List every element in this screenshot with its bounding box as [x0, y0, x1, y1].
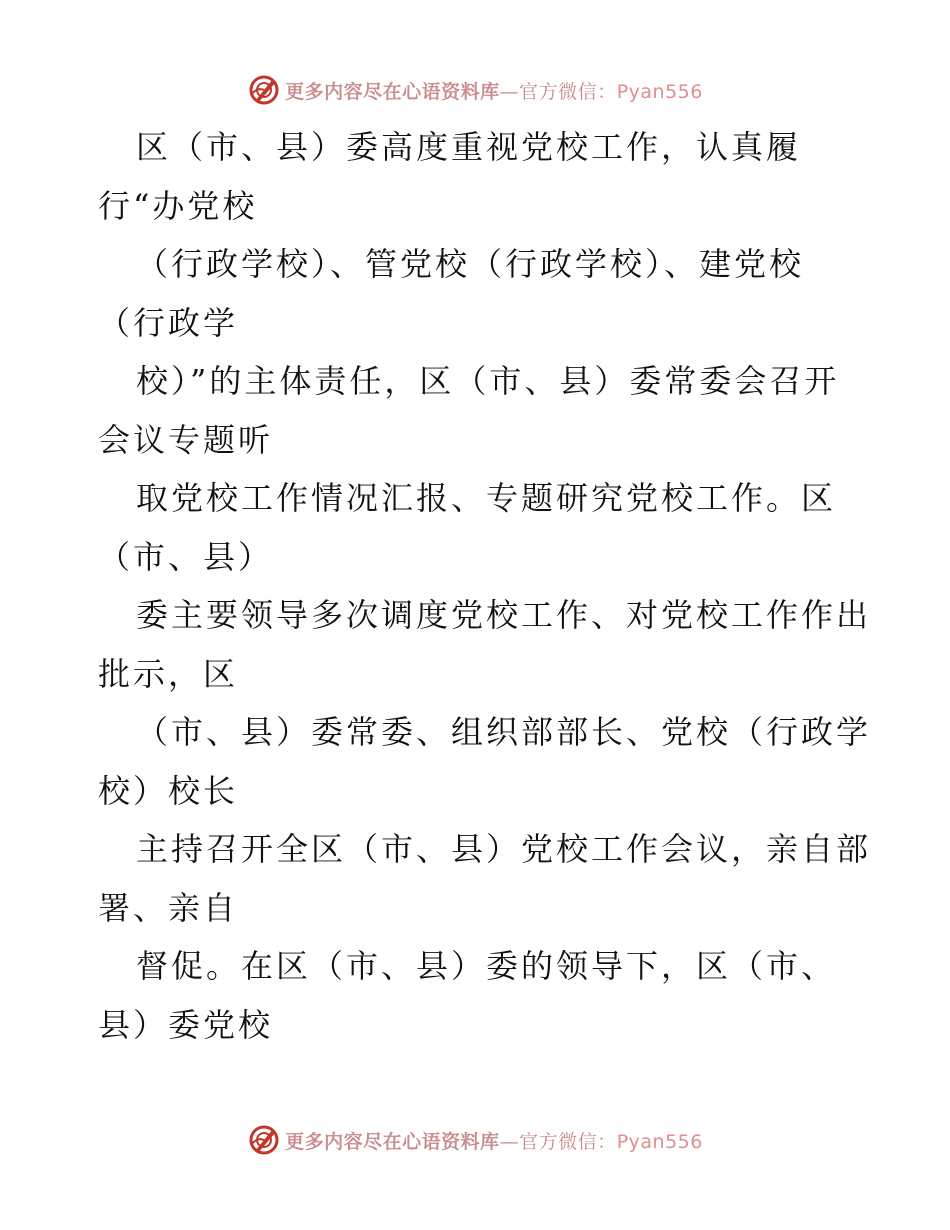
text-line: 取党校工作情况汇报、专题研究党校工作。区 — [136, 479, 837, 517]
banner-brand: 更多内容尽在心语资料库 — [285, 80, 500, 103]
banner-wechat-label: 官方微信： — [519, 1130, 617, 1153]
footer-banner — [0, 1120, 950, 1160]
banner-brand: 更多内容尽在心语资料库 — [285, 1130, 500, 1153]
text-line: 委主要领导多次调度党校工作、对党校工作作出 — [136, 596, 872, 634]
text-line: 县）委党校 — [98, 1005, 274, 1044]
banner-separator: — — [499, 80, 520, 103]
banner-wechat-id: Pyan556 — [616, 80, 703, 103]
quill-circle-logo-icon — [247, 1123, 281, 1157]
document-body — [98, 118, 872, 1054]
header-banner — [0, 70, 950, 110]
text-line: 校）”的主体责任，区（市、县）委常委会召开 — [136, 362, 840, 400]
text-line: 督促。在区（市、县）委的领导下，区（市、 — [136, 947, 837, 985]
text-line: 校）校长 — [98, 771, 239, 810]
banner-text — [285, 77, 703, 104]
text-line: 主持召开全区（市、县）党校工作会议，亲自部 — [136, 830, 872, 868]
text-line: 批示，区 — [98, 654, 239, 693]
text-line: 署、亲自 — [98, 888, 239, 927]
text-line: （行政学校）、管党校（行政学校）、建党校 — [136, 245, 805, 283]
banner-separator: — — [499, 1130, 520, 1153]
banner-text — [285, 1127, 703, 1154]
banner-wechat-id: Pyan556 — [616, 1130, 703, 1153]
text-line: 区（市、县）委高度重视党校工作，认真履 — [136, 128, 802, 166]
text-line: （市、县） — [98, 537, 274, 576]
text-line: 会议专题听 — [98, 420, 274, 459]
text-line: （市、县）委常委、组织部部长、党校（行政学 — [136, 713, 872, 751]
banner-wechat-label: 官方微信： — [519, 80, 617, 103]
text-line: （行政学 — [98, 303, 239, 342]
text-line: 行“办党校 — [98, 186, 258, 225]
quill-circle-logo-icon — [247, 73, 281, 107]
